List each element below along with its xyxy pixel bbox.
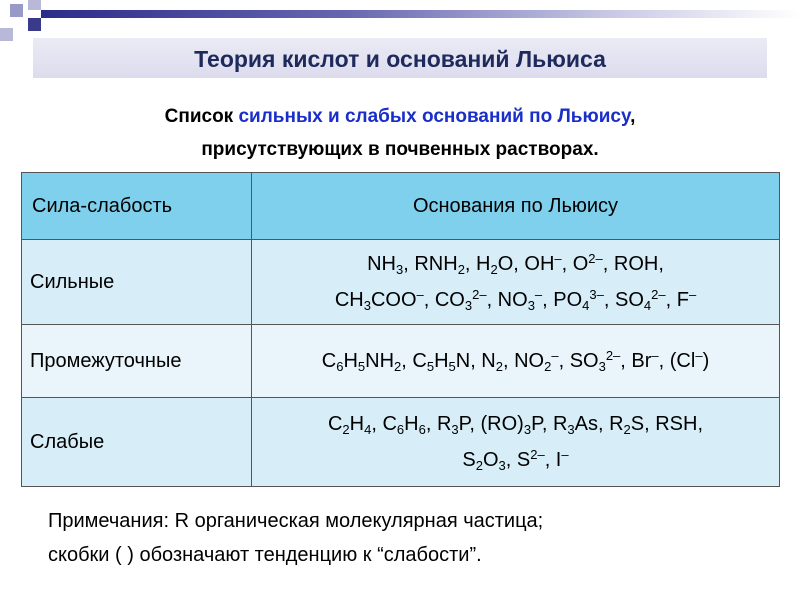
subtitle-comma: ,: [630, 106, 636, 127]
header-bases: Основания по Льюису: [252, 173, 780, 240]
decor-square: [28, 18, 41, 31]
subtitle-line2: присутствующих в почвенных растворах.: [201, 139, 599, 160]
table-header-row: [22, 173, 780, 240]
bases-table: [21, 172, 780, 487]
decor-square: [0, 28, 13, 41]
subtitle-highlight: сильных и слабых оснований по Льюису: [238, 106, 631, 127]
decor-square: [10, 4, 23, 17]
row-bases-strong: $NH_3$, $RNH_2$, $H_2O$, OH–, $O^{2-}$, ROH, $CH_3COO^-$, $CO_3^{2-}$, $NO_3^-$, $PO_4^{3-}$, $SO_4^{2-}$, F–: [252, 240, 780, 325]
table-row: [22, 325, 780, 398]
row-strength: Сильные: [22, 240, 252, 325]
header-strength: Сила-слабость: [22, 173, 252, 240]
subtitle-text: Список: [164, 106, 239, 127]
notes-line-1: Примечания: R органическая молекулярная частица;: [48, 510, 544, 532]
slide-subtitle: [20, 100, 780, 166]
table-row: [22, 240, 780, 325]
table-row: [22, 398, 780, 487]
notes: [48, 504, 788, 572]
row-bases-weak: $C_2H_4$, $C_6H_6$, $R_3P$, $(RO)_3P$, $R_3As$, $R_2S$, RSH, $S_2O_3$, $S^{2-}$, I–: [252, 398, 780, 487]
slide-title: Теория кислот и оснований Льюиса: [194, 46, 606, 72]
row-strength: Слабые: [22, 398, 252, 487]
decor-square: [28, 0, 41, 10]
notes-line-2: скобки ( ) обозначают тенденцию к “слабости”.: [48, 544, 482, 566]
row-bases-intermediate: $C_6H_5NH_2$, $C_5H_5N$, $N_2$, $NO_2^-$, $SO_3^{2-}$, Br–, (Cl–): [252, 325, 780, 398]
row-strength: Промежуточные: [22, 325, 252, 398]
header-gradient-bar: [41, 10, 800, 18]
